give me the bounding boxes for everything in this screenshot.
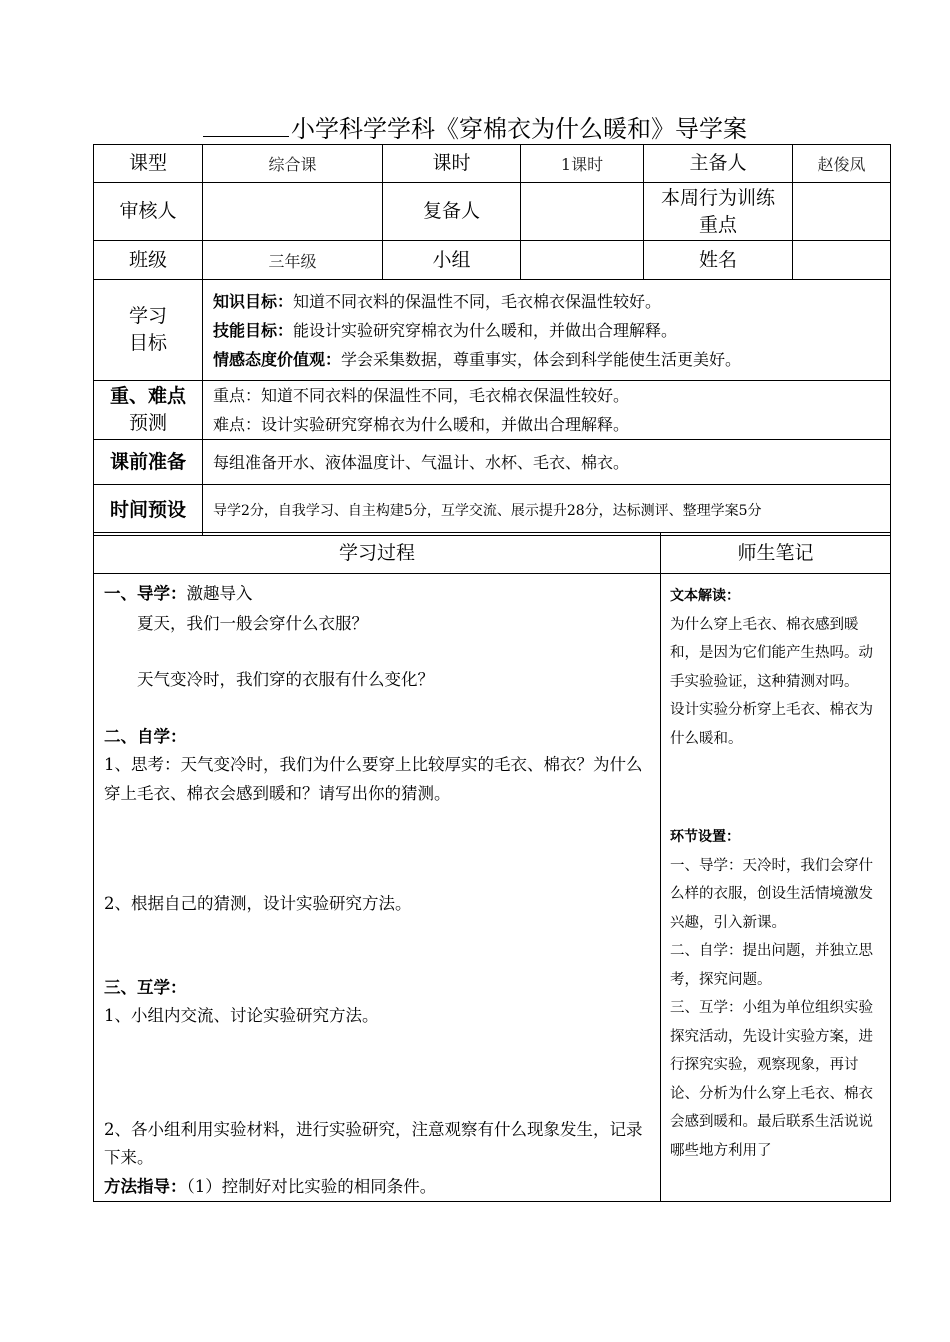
difficult-point: 难点：设计实验研究穿棉衣为什么暖和，并做出合理解释。 [213,415,630,434]
info-table [93,144,891,536]
section-guide [104,580,652,609]
method-guidance-text: （1）控制好对比实验的相同条件。 [186,1176,437,1196]
focus-label [94,381,203,440]
prep-text: 每组准备开水、液体温度计、气温计、水杯、毛衣、棉衣。 [203,440,891,485]
focus-label-line1: 重、难点 [109,385,186,407]
group-label: 小组 [383,241,521,280]
knowledge-goal-text: 知道不同衣料的保温性不同，毛衣棉衣保温性较好。 [293,291,662,311]
time-text: 导学2分，自我学习、自主构建5分，互学交流、展示提升28分，达标测评、整理学案5分 [203,485,891,536]
class-label: 班级 [94,241,203,280]
course-type-label: 课型 [94,145,203,183]
attitude-goal-key: 情感态度价值观： [213,349,342,369]
guide-question-2: 天气变冷时，我们穿的衣服有什么变化？ [137,670,434,689]
section-peer-study [104,974,652,1003]
guide-question-1: 夏天，我们一般会穿什么衣服？ [137,613,368,633]
period-label: 课时 [383,145,521,183]
name-value[interactable] [793,241,891,280]
time-label: 时间预设 [94,485,203,536]
self-study-question-2: 2、根据自己的猜测，设计实验研究方法。 [104,894,412,913]
reading-paragraph-2: 设计实验分析穿上毛衣、棉衣为什么暖和。 [670,702,873,747]
notes-header: 师生笔记 [661,533,891,574]
setting-paragraph-2: 二、自学：提出问题，并独立思考，探究问题。 [670,943,873,988]
prep-label: 课前准备 [94,440,203,485]
method-guidance [104,1173,652,1202]
attitude-goal-text: 学会采集数据，尊重事实，体会到科学能使生活更美好。 [341,349,742,369]
course-type-value[interactable]: 综合课 [203,145,383,183]
section-self-study [104,723,652,752]
focus-label-line2: 预测 [128,412,167,434]
group-value[interactable] [521,241,644,280]
setting-paragraph-1: 一、导学：天冷时，我们会穿什么样的衣服，创设生活情境激发兴趣，引入新课。 [670,857,873,931]
class-value[interactable]: 三年级 [203,241,383,280]
page-title [0,114,950,144]
reading-paragraph-1: 为什么穿上毛衣、棉衣感到暖和，是因为它们能产生热吗。动手实验验证，这种猜测对吗。 [670,616,873,690]
skill-goal [213,316,880,345]
section-peer-study-key: 三、互学： [104,977,187,997]
notes-content [661,574,891,1202]
section-guide-key: 一、导学： [104,584,187,603]
period-value[interactable]: 1课时 [521,145,644,183]
preparer-value[interactable]: 赵俊凤 [793,145,891,183]
key-point: 重点：知道不同衣料的保温性不同，毛衣棉衣保温性较好。 [213,386,630,405]
section-guide-text: 激趣导入 [186,584,253,603]
behavior-value[interactable] [793,183,891,241]
setting-paragraph-3: 三、互学：小组为单位组织实验探究活动，先设计实验方案，进行探究实验，观察现象，再讨论、分析为什么穿上毛衣、棉衣会感到暖和。最后联系生活说说哪些地方利用了 [670,1000,873,1159]
knowledge-goal-key: 知识目标： [213,291,294,311]
preparer-label: 主备人 [644,145,793,183]
behavior-label: 本周行为训练重点 [644,183,793,241]
peer-study-question-1: 1、小组内交流、讨论实验研究方法。 [104,1006,379,1025]
goals-content [203,280,891,381]
setting-header: 环节设置： [670,829,740,845]
peer-study-question-2: 2、各小组利用实验材料，进行实验研究，注意观察有什么现象发生，记录下来。 [104,1119,643,1167]
goals-label-line1: 学习 [128,305,167,327]
reviewer-value[interactable] [203,183,383,241]
goals-label [94,280,203,381]
process-table [93,532,891,1202]
skill-goal-key: 技能目标： [213,320,294,340]
method-guidance-key: 方法指导： [104,1176,187,1196]
goals-label-line2: 目标 [128,332,167,354]
attitude-goal [213,345,880,374]
reading-header: 文本解读： [670,588,740,604]
co-preparer-label: 复备人 [383,183,521,241]
focus-content [203,381,891,440]
reviewer-label: 审核人 [94,183,203,241]
knowledge-goal [213,287,880,316]
process-content [94,574,661,1202]
process-header: 学习过程 [94,533,661,574]
section-self-study-key: 二、自学： [104,726,187,746]
skill-goal-text: 能设计实验研究穿棉衣为什么暖和，并做出合理解释。 [293,320,678,340]
title-blank-line[interactable] [203,114,289,137]
title-text: 小学科学学科《穿棉衣为什么暖和》导学案 [291,115,747,143]
self-study-question-1: 1、思考：天气变冷时，我们为什么要穿上比较厚实的毛衣、棉衣？为什么穿上毛衣、棉衣会感到暖和？请写出你的猜测。 [104,755,643,803]
co-preparer-value[interactable] [521,183,644,241]
name-label: 姓名 [644,241,793,280]
